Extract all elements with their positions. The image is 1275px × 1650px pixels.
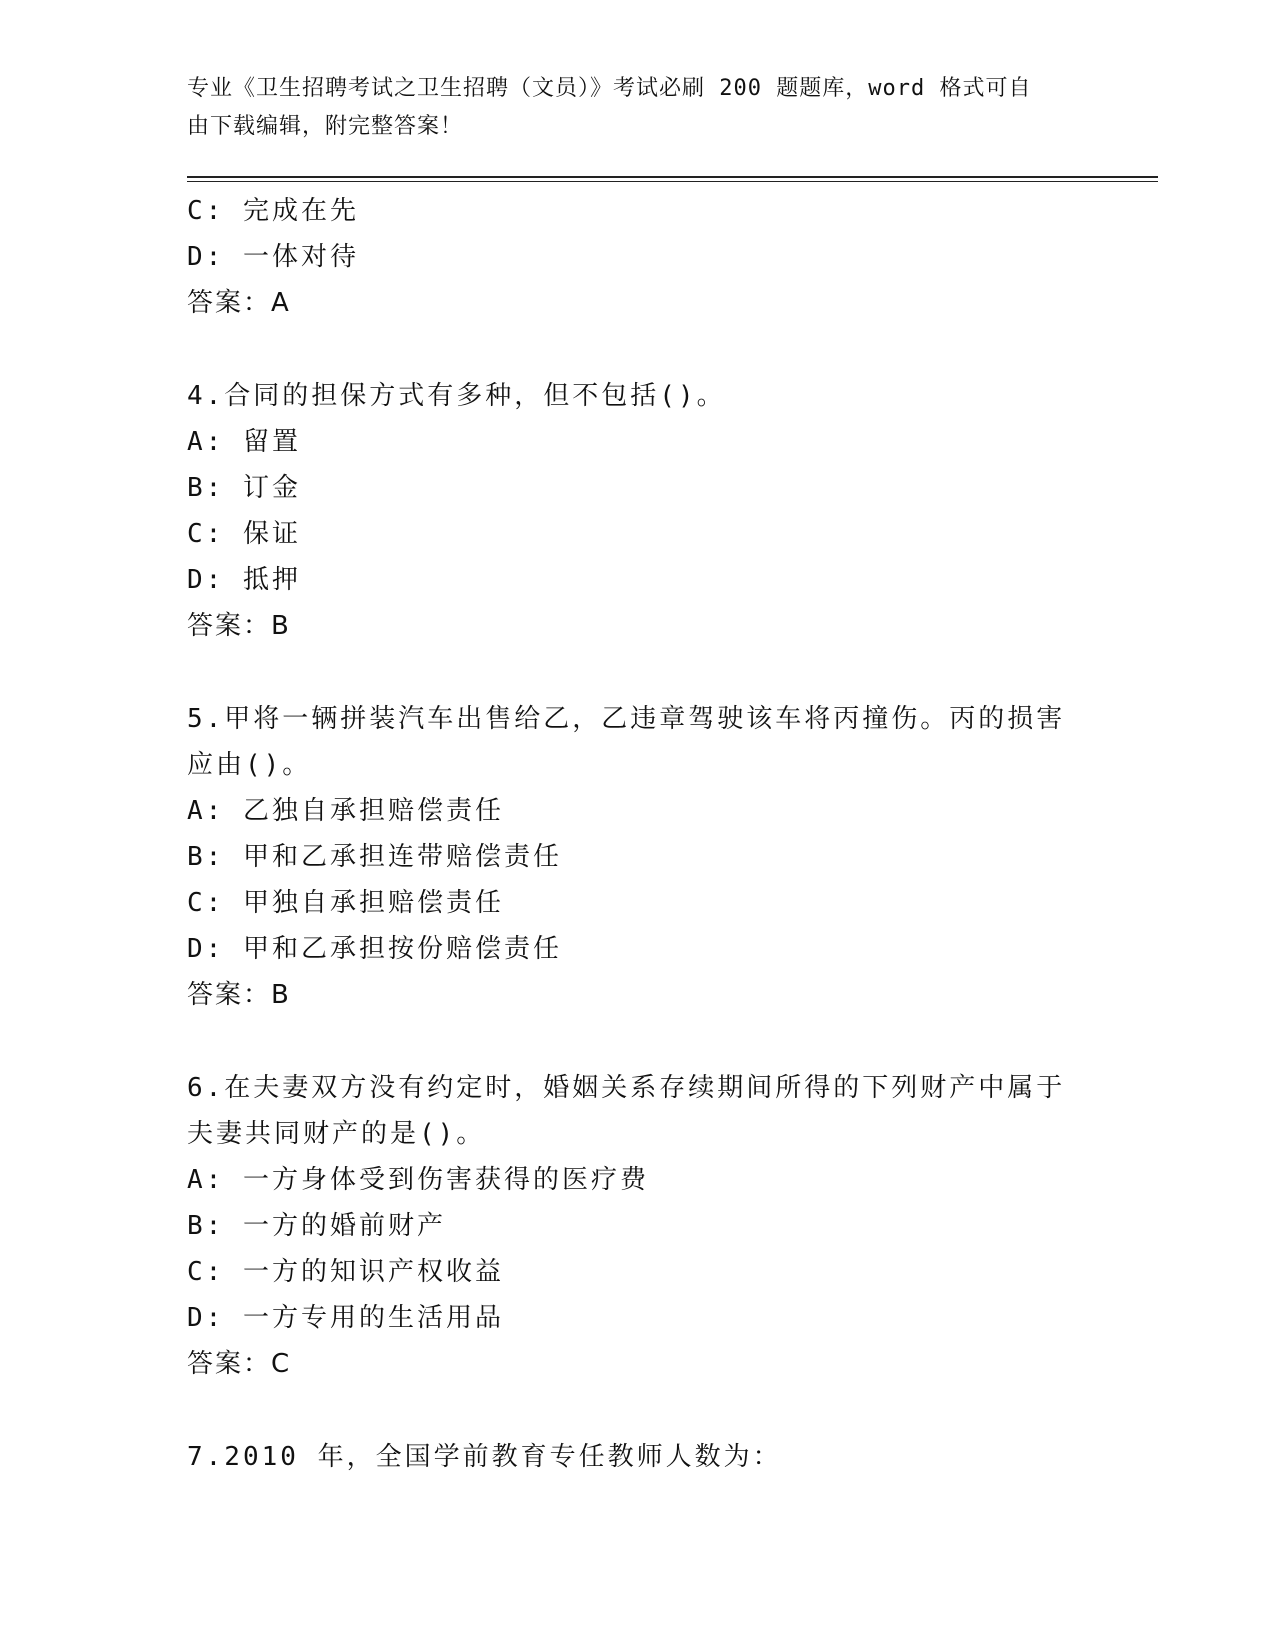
document-header (187, 70, 1067, 146)
question-3 (187, 188, 1107, 326)
header-line-1: 专业《卫生招聘考试之卫生招聘（文员）》考试必刷 200 题题库，word 格式可自 (187, 76, 1032, 101)
option-c: C: 完成在先 (187, 196, 359, 226)
option-b: B: 订金 (187, 473, 301, 503)
option-b: B: 甲和乙承担连带赔偿责任 (187, 842, 562, 872)
option-c: C: 保证 (187, 519, 301, 549)
question-stem: 4.合同的担保方式有多种，但不包括()。 (187, 381, 726, 411)
option-a: A: 乙独自承担赔偿责任 (187, 796, 504, 826)
question-stem-line-2: 夫妻共同财产的是()。 (187, 1119, 486, 1149)
question-stem: 7.2010 年，全国学前教育专任教师人数为： (187, 1442, 782, 1472)
option-c: C: 一方的知识产权收益 (187, 1257, 504, 1287)
option-c: C: 甲独自承担赔偿责任 (187, 888, 504, 918)
question-5 (187, 696, 1107, 1018)
question-stem-line-1: 6.在夫妻双方没有约定时，婚姻关系存续期间所得的下列财产中属于 (187, 1073, 1066, 1103)
option-d: D: 抵押 (187, 565, 301, 595)
header-rule-thin (187, 181, 1158, 182)
question-4 (187, 373, 1107, 649)
option-a: A: 一方身体受到伤害获得的医疗费 (187, 1165, 649, 1195)
option-a: A: 留置 (187, 427, 301, 457)
option-d: D: 一方专用的生活用品 (187, 1303, 504, 1333)
option-d: D: 甲和乙承担按份赔偿责任 (187, 934, 562, 964)
option-b: B: 一方的婚前财产 (187, 1211, 446, 1241)
answer-line: 答案：A (187, 288, 291, 318)
option-d: D: 一体对待 (187, 242, 359, 272)
question-gap (187, 326, 1107, 373)
question-gap (187, 1387, 1107, 1434)
header-rule-thick (187, 176, 1158, 178)
question-gap (187, 649, 1107, 696)
header-line-2: 由下载编辑，附完整答案！ (187, 114, 464, 139)
question-stem-line-1: 5.甲将一辆拼装汽车出售给乙，乙违章驾驶该车将丙撞伤。丙的损害 (187, 704, 1066, 734)
question-stem-line-2: 应由()。 (187, 750, 312, 780)
answer-line: 答案：C (187, 1349, 292, 1379)
question-gap (187, 1018, 1107, 1065)
answer-line: 答案：B (187, 611, 291, 641)
question-7 (187, 1434, 1107, 1480)
answer-line: 答案：B (187, 980, 291, 1010)
question-6 (187, 1065, 1107, 1387)
question-list (187, 188, 1107, 1480)
